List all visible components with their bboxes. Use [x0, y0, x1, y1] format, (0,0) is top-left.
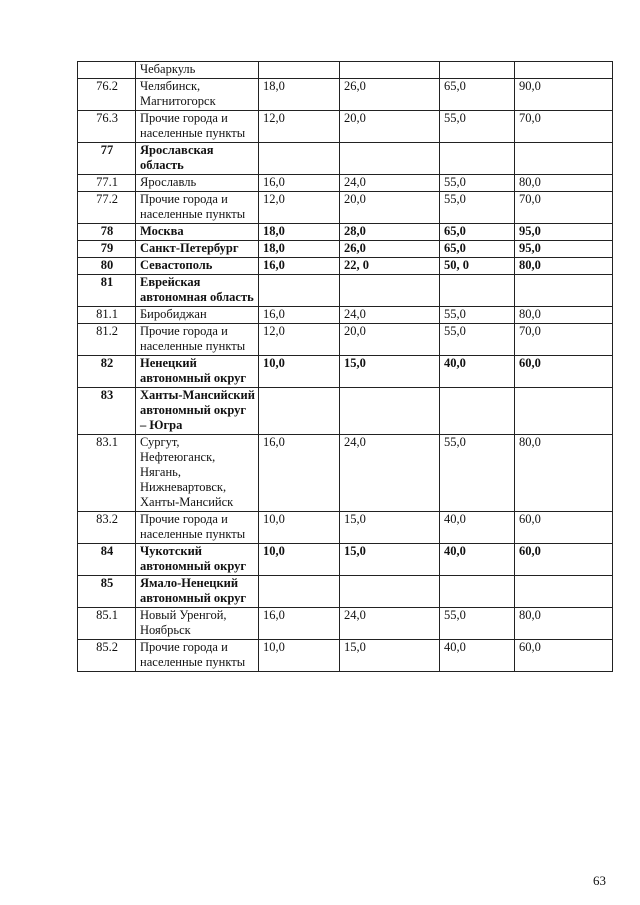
row-number-cell: 78 — [78, 224, 136, 241]
value-cell-4 — [515, 275, 613, 307]
value-cell-1: 10,0 — [259, 356, 340, 388]
value-cell-4: 60,0 — [515, 356, 613, 388]
row-number-cell: 83.2 — [78, 512, 136, 544]
locality-cell: Биробиджан — [136, 307, 259, 324]
row-number-cell: 76.3 — [78, 111, 136, 143]
value-cell-2: 26,0 — [340, 79, 440, 111]
table-row — [78, 307, 613, 324]
locality-cell: Прочие города и населенные пункты — [136, 512, 259, 544]
value-cell-2: 15,0 — [340, 356, 440, 388]
row-number-cell: 81.1 — [78, 307, 136, 324]
locality-cell: Москва — [136, 224, 259, 241]
table-row — [78, 275, 613, 307]
value-cell-1: 16,0 — [259, 175, 340, 192]
table-row — [78, 608, 613, 640]
value-cell-2: 26,0 — [340, 241, 440, 258]
table-row — [78, 175, 613, 192]
value-cell-4: 70,0 — [515, 111, 613, 143]
value-cell-1: 16,0 — [259, 307, 340, 324]
locality-cell: Севастополь — [136, 258, 259, 275]
value-cell-3: 65,0 — [440, 224, 515, 241]
value-cell-4: 80,0 — [515, 435, 613, 512]
value-cell-4: 60,0 — [515, 544, 613, 576]
table-row — [78, 544, 613, 576]
value-cell-4: 70,0 — [515, 324, 613, 356]
value-cell-3 — [440, 62, 515, 79]
locality-cell: Ненецкий автономный округ — [136, 356, 259, 388]
table-body — [78, 62, 613, 672]
table-row — [78, 224, 613, 241]
locality-cell: Ярославль — [136, 175, 259, 192]
locality-cell: Челябинск, Магнитогорск — [136, 79, 259, 111]
value-cell-1: 18,0 — [259, 224, 340, 241]
value-cell-3: 55,0 — [440, 175, 515, 192]
row-number-cell: 81.2 — [78, 324, 136, 356]
row-number-cell: 83.1 — [78, 435, 136, 512]
value-cell-4: 60,0 — [515, 512, 613, 544]
table-row — [78, 576, 613, 608]
value-cell-3: 55,0 — [440, 608, 515, 640]
value-cell-2 — [340, 388, 440, 435]
row-number-cell — [78, 62, 136, 79]
value-cell-4: 80,0 — [515, 608, 613, 640]
value-cell-4 — [515, 576, 613, 608]
row-number-cell: 77.1 — [78, 175, 136, 192]
value-cell-2: 28,0 — [340, 224, 440, 241]
value-cell-2: 24,0 — [340, 175, 440, 192]
value-cell-3: 55,0 — [440, 307, 515, 324]
value-cell-1: 16,0 — [259, 608, 340, 640]
value-cell-3: 55,0 — [440, 324, 515, 356]
value-cell-3: 40,0 — [440, 512, 515, 544]
locality-cell: Ярославская область — [136, 143, 259, 175]
value-cell-4: 80,0 — [515, 258, 613, 275]
value-cell-1 — [259, 62, 340, 79]
table-row — [78, 512, 613, 544]
value-cell-2: 20,0 — [340, 192, 440, 224]
row-number-cell: 79 — [78, 241, 136, 258]
table-row — [78, 62, 613, 79]
value-cell-3 — [440, 576, 515, 608]
table-row — [78, 356, 613, 388]
value-cell-2 — [340, 576, 440, 608]
value-cell-2: 24,0 — [340, 307, 440, 324]
locality-cell: Прочие города и населенные пункты — [136, 324, 259, 356]
table-row — [78, 143, 613, 175]
table-row — [78, 324, 613, 356]
table-row — [78, 192, 613, 224]
locality-cell: Прочие города и населенные пункты — [136, 640, 259, 672]
value-cell-2: 24,0 — [340, 435, 440, 512]
table-row — [78, 258, 613, 275]
value-cell-2: 24,0 — [340, 608, 440, 640]
row-number-cell: 76.2 — [78, 79, 136, 111]
page-number: 63 — [593, 873, 606, 888]
value-cell-1: 18,0 — [259, 79, 340, 111]
table-row — [78, 241, 613, 258]
value-cell-1 — [259, 143, 340, 175]
value-cell-2: 15,0 — [340, 544, 440, 576]
value-cell-1 — [259, 388, 340, 435]
row-number-cell: 81 — [78, 275, 136, 307]
value-cell-3: 40,0 — [440, 356, 515, 388]
rates-table — [77, 61, 613, 672]
locality-cell: Чебаркуль — [136, 62, 259, 79]
value-cell-2: 20,0 — [340, 111, 440, 143]
value-cell-4 — [515, 388, 613, 435]
value-cell-2 — [340, 143, 440, 175]
value-cell-1: 12,0 — [259, 111, 340, 143]
value-cell-3 — [440, 275, 515, 307]
value-cell-1: 10,0 — [259, 544, 340, 576]
value-cell-3 — [440, 388, 515, 435]
value-cell-3: 65,0 — [440, 241, 515, 258]
locality-cell: Ямало-Ненецкий автономный округ — [136, 576, 259, 608]
table-row — [78, 388, 613, 435]
value-cell-3: 65,0 — [440, 79, 515, 111]
value-cell-2 — [340, 275, 440, 307]
value-cell-1: 12,0 — [259, 324, 340, 356]
value-cell-4: 95,0 — [515, 224, 613, 241]
table-row — [78, 79, 613, 111]
row-number-cell: 84 — [78, 544, 136, 576]
value-cell-2: 15,0 — [340, 512, 440, 544]
value-cell-4: 90,0 — [515, 79, 613, 111]
value-cell-4 — [515, 62, 613, 79]
locality-cell: Еврейская автономная область — [136, 275, 259, 307]
locality-cell: Прочие города и населенные пункты — [136, 192, 259, 224]
value-cell-1: 10,0 — [259, 512, 340, 544]
row-number-cell: 83 — [78, 388, 136, 435]
value-cell-3: 55,0 — [440, 192, 515, 224]
value-cell-2: 22, 0 — [340, 258, 440, 275]
value-cell-1: 16,0 — [259, 258, 340, 275]
value-cell-1: 18,0 — [259, 241, 340, 258]
table-row — [78, 640, 613, 672]
value-cell-4 — [515, 143, 613, 175]
value-cell-4: 70,0 — [515, 192, 613, 224]
value-cell-1: 12,0 — [259, 192, 340, 224]
value-cell-1: 16,0 — [259, 435, 340, 512]
row-number-cell: 80 — [78, 258, 136, 275]
value-cell-3: 55,0 — [440, 111, 515, 143]
row-number-cell: 85.2 — [78, 640, 136, 672]
row-number-cell: 85 — [78, 576, 136, 608]
value-cell-3: 40,0 — [440, 544, 515, 576]
value-cell-1 — [259, 576, 340, 608]
value-cell-3: 50, 0 — [440, 258, 515, 275]
row-number-cell: 77 — [78, 143, 136, 175]
value-cell-3: 40,0 — [440, 640, 515, 672]
value-cell-1 — [259, 275, 340, 307]
locality-cell: Санкт-Петербург — [136, 241, 259, 258]
value-cell-3 — [440, 143, 515, 175]
value-cell-2: 15,0 — [340, 640, 440, 672]
value-cell-1: 10,0 — [259, 640, 340, 672]
value-cell-4: 95,0 — [515, 241, 613, 258]
row-number-cell: 77.2 — [78, 192, 136, 224]
value-cell-4: 80,0 — [515, 307, 613, 324]
table-row — [78, 435, 613, 512]
row-number-cell: 85.1 — [78, 608, 136, 640]
locality-cell: Сургут, Нефтеюганск, Нягань, Нижневартовск, Ханты-Мансийск — [136, 435, 259, 512]
value-cell-2: 20,0 — [340, 324, 440, 356]
locality-cell: Прочие города и населенные пункты — [136, 111, 259, 143]
value-cell-4: 80,0 — [515, 175, 613, 192]
value-cell-4: 60,0 — [515, 640, 613, 672]
locality-cell: Чукотский автономный округ — [136, 544, 259, 576]
value-cell-3: 55,0 — [440, 435, 515, 512]
value-cell-2 — [340, 62, 440, 79]
row-number-cell: 82 — [78, 356, 136, 388]
table-row — [78, 111, 613, 143]
locality-cell: Ханты-Мансийский автономный округ – Югра — [136, 388, 259, 435]
locality-cell: Новый Уренгой, Ноябрьск — [136, 608, 259, 640]
